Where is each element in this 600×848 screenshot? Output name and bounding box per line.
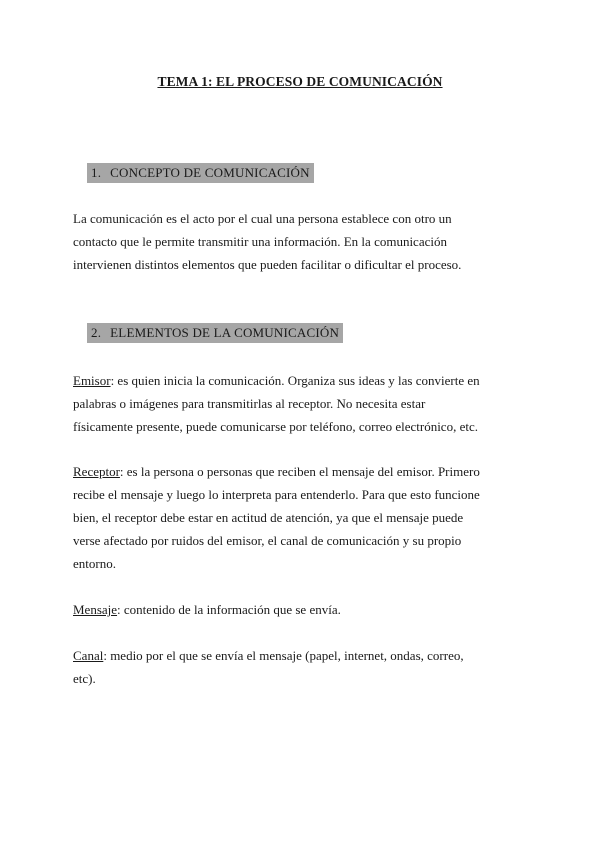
paragraph-line: contacto que le permite transmitir una información. En la comunicación [73,234,447,249]
section-heading-text: CONCEPTO DE COMUNICACIÓN [110,165,310,180]
definition-text: : medio por el que se envía el mensaje (papel, internet, ondas, correo, [103,648,464,663]
paragraph-line: La comunicación es el acto por el cual una persona establece con otro un [73,211,452,226]
term-emisor: Emisor [73,373,111,388]
section-number: 2. [91,325,102,340]
document-title: TEMA 1: EL PROCESO DE COMUNICACIÓN [157,74,443,89]
paragraph-line: entorno. [73,556,116,571]
paragraph-line [73,460,533,483]
paragraph-line [73,598,533,621]
paragraph-line: verse afectado por ruidos del emisor, el canal de comunicación y su propio [73,533,462,548]
mensaje-paragraph [73,598,533,621]
paragraph-line: bien, el receptor debe estar en actitud de atención, ya que el mensaje puede [73,510,464,525]
canal-paragraph [73,644,533,690]
section-heading-elementos [87,323,343,343]
concepto-paragraph [73,207,533,276]
paragraph-line [73,644,533,667]
paragraph-line [73,369,533,392]
paragraph-line: intervienen distintos elementos que pueden facilitar o dificultar el proceso. [73,257,462,272]
paragraph-line: recibe el mensaje y luego lo interpreta para entenderlo. Para que esto funcione [73,487,480,502]
paragraph-line: etc). [73,671,96,686]
section-heading-text: ELEMENTOS DE LA COMUNICACIÓN [110,325,340,340]
definition-text: : es la persona o personas que reciben el mensaje del emisor. Primero [119,464,480,479]
term-receptor: Receptor [73,464,120,479]
section-number: 1. [91,165,102,180]
term-mensaje: Mensaje [73,602,118,617]
paragraph-line: palabras o imágenes para transmitirlas al receptor. No necesita estar [73,396,426,411]
definition-text: : contenido de la información que se envía. [117,602,341,617]
definition-text: : es quien inicia la comunicación. Organiza sus ideas y las convierte en [110,373,480,388]
section-heading-concepto [87,163,314,183]
receptor-paragraph [73,460,533,575]
emisor-paragraph [73,369,533,438]
term-canal: Canal [73,648,104,663]
paragraph-line: físicamente presente, puede comunicarse por teléfono, correo electrónico, etc. [73,419,478,434]
